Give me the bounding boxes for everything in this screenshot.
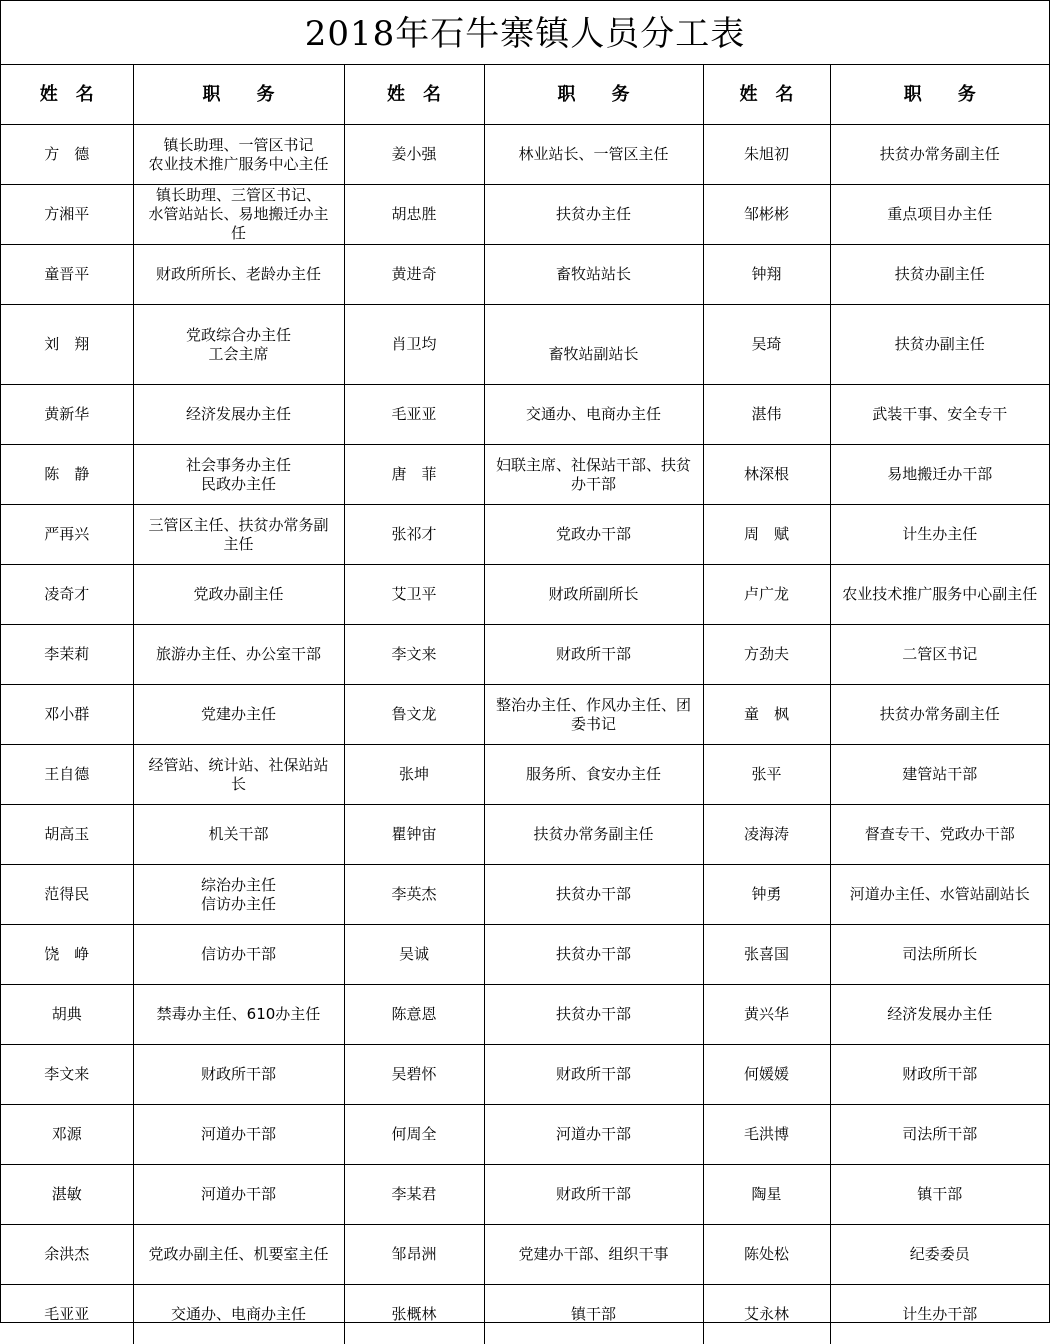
name-cell: 毛洪博 (703, 1105, 830, 1165)
name-cell: 鲁文龙 (344, 685, 484, 745)
name-cell: 黄兴华 (703, 985, 830, 1045)
name-cell: 刘 翔 (1, 305, 133, 385)
name-cell: 吴碧怀 (344, 1045, 484, 1105)
duty-cell: 交通办、电商办主任 (133, 1285, 344, 1344)
name-cell: 李文来 (1, 1045, 133, 1105)
name-cell: 王自德 (1, 745, 133, 805)
name-cell: 吴诚 (344, 925, 484, 985)
duty-cell: 扶贫办干部 (484, 925, 703, 985)
name-cell: 何周全 (344, 1105, 484, 1165)
duty-cell: 机关干部 (133, 805, 344, 865)
duty-cell: 经管站、统计站、社保站站 长 (133, 745, 344, 805)
name-cell: 艾卫平 (344, 565, 484, 625)
table-row (1, 865, 1049, 925)
name-cell: 陈意恩 (344, 985, 484, 1045)
duty-cell: 农业技术推广服务中心副主任 (830, 565, 1049, 625)
duty-cell: 武装干事、安全专干 (830, 385, 1049, 445)
name-cell: 林深根 (703, 445, 830, 505)
table-row (1, 1285, 1049, 1344)
name-cell: 陈处松 (703, 1225, 830, 1285)
duty-cell: 财政所干部 (830, 1045, 1049, 1105)
header-row (1, 65, 1049, 125)
name-cell: 张喜国 (703, 925, 830, 985)
duty-cell: 财政所干部 (484, 625, 703, 685)
name-cell: 毛亚亚 (1, 1285, 133, 1344)
name-cell: 邹昂洲 (344, 1225, 484, 1285)
table-row (1, 685, 1049, 745)
duty-cell: 畜牧站站长 (484, 245, 703, 305)
name-cell: 毛亚亚 (344, 385, 484, 445)
header-name-1: 姓 名 (1, 65, 133, 125)
table-row (1, 1045, 1049, 1105)
name-cell: 方湘平 (1, 185, 133, 245)
name-cell: 凌奇才 (1, 565, 133, 625)
duty-cell: 党政办副主任、机要室主任 (133, 1225, 344, 1285)
table-row (1, 125, 1049, 185)
duty-cell: 林业站长、一管区主任 (484, 125, 703, 185)
duty-cell: 建管站干部 (830, 745, 1049, 805)
duty-cell: 财政所干部 (484, 1165, 703, 1225)
duty-cell: 交通办、电商办主任 (484, 385, 703, 445)
name-cell: 严再兴 (1, 505, 133, 565)
duty-cell: 党政办副主任 (133, 565, 344, 625)
duty-cell: 易地搬迁办干部 (830, 445, 1049, 505)
duty-cell: 党建办干部、组织干事 (484, 1225, 703, 1285)
table-row (1, 925, 1049, 985)
duty-cell: 河道办干部 (133, 1105, 344, 1165)
name-cell: 余洪杰 (1, 1225, 133, 1285)
name-cell: 李英杰 (344, 865, 484, 925)
duty-cell: 司法所干部 (830, 1105, 1049, 1165)
duty-cell: 经济发展办主任 (830, 985, 1049, 1045)
name-cell: 张平 (703, 745, 830, 805)
staff-table (1, 65, 1049, 1344)
name-cell: 邹彬彬 (703, 185, 830, 245)
header-duty-3: 职 务 (830, 65, 1049, 125)
duty-cell: 整治办主任、作风办主任、团 委书记 (484, 685, 703, 745)
name-cell: 何媛媛 (703, 1045, 830, 1105)
header-name-3: 姓 名 (703, 65, 830, 125)
name-cell: 李茉莉 (1, 625, 133, 685)
table-row (1, 445, 1049, 505)
name-cell: 邓源 (1, 1105, 133, 1165)
name-cell: 黄新华 (1, 385, 133, 445)
duty-cell: 司法所所长 (830, 925, 1049, 985)
name-cell: 张概林 (344, 1285, 484, 1344)
duty-cell: 扶贫办干部 (484, 865, 703, 925)
table-row (1, 185, 1049, 245)
duty-cell: 党建办主任 (133, 685, 344, 745)
duty-cell: 党政综合办主任 工会主席 (133, 305, 344, 385)
duty-cell: 河道办干部 (484, 1105, 703, 1165)
duty-cell: 禁毒办主任、610办主任 (133, 985, 344, 1045)
table-row (1, 385, 1049, 445)
name-cell: 张坤 (344, 745, 484, 805)
name-cell: 李某君 (344, 1165, 484, 1225)
name-cell: 钟翔 (703, 245, 830, 305)
table-row (1, 505, 1049, 565)
duty-cell: 扶贫办主任 (484, 185, 703, 245)
header-duty-1: 职 务 (133, 65, 344, 125)
name-cell: 胡高玉 (1, 805, 133, 865)
duty-cell: 镇长助理、一管区书记 农业技术推广服务中心主任 (133, 125, 344, 185)
table-row (1, 1165, 1049, 1225)
name-cell: 陈 静 (1, 445, 133, 505)
name-cell: 方 德 (1, 125, 133, 185)
duty-cell: 扶贫办副主任 (830, 245, 1049, 305)
duty-cell: 镇长助理、三管区书记、 水管站站长、易地搬迁办主 任 (133, 185, 344, 245)
header-name-2: 姓 名 (344, 65, 484, 125)
duty-cell: 计生办主任 (830, 505, 1049, 565)
name-cell: 肖卫均 (344, 305, 484, 385)
table-row (1, 805, 1049, 865)
name-cell: 朱旭初 (703, 125, 830, 185)
duty-cell: 三管区主任、扶贫办常务副 主任 (133, 505, 344, 565)
name-cell: 钟勇 (703, 865, 830, 925)
name-cell: 艾永林 (703, 1285, 830, 1344)
duty-cell: 经济发展办主任 (133, 385, 344, 445)
name-cell: 黄进奇 (344, 245, 484, 305)
duty-cell: 财政所所长、老龄办主任 (133, 245, 344, 305)
name-cell: 凌海涛 (703, 805, 830, 865)
duty-cell: 财政所干部 (484, 1045, 703, 1105)
duty-cell: 妇联主席、社保站干部、扶贫 办干部 (484, 445, 703, 505)
table-row (1, 305, 1049, 385)
duty-cell: 党政办干部 (484, 505, 703, 565)
duty-cell: 财政所副所长 (484, 565, 703, 625)
duty-cell: 河道办主任、水管站副站长 (830, 865, 1049, 925)
duty-cell: 镇干部 (484, 1285, 703, 1344)
table-row (1, 985, 1049, 1045)
name-cell: 胡忠胜 (344, 185, 484, 245)
duty-cell: 旅游办主任、办公室干部 (133, 625, 344, 685)
duty-cell: 扶贫办副主任 (830, 305, 1049, 385)
name-cell: 吴琦 (703, 305, 830, 385)
duty-cell: 扶贫办干部 (484, 985, 703, 1045)
duty-cell: 扶贫办常务副主任 (830, 685, 1049, 745)
name-cell: 方劲夫 (703, 625, 830, 685)
name-cell: 湛敏 (1, 1165, 133, 1225)
duty-cell: 综治办主任 信访办主任 (133, 865, 344, 925)
duty-cell: 信访办干部 (133, 925, 344, 985)
table-row (1, 1225, 1049, 1285)
name-cell: 陶星 (703, 1165, 830, 1225)
duty-cell: 扶贫办常务副主任 (830, 125, 1049, 185)
name-cell: 姜小强 (344, 125, 484, 185)
name-cell: 胡典 (1, 985, 133, 1045)
name-cell: 李文来 (344, 625, 484, 685)
name-cell: 瞿钟宙 (344, 805, 484, 865)
name-cell: 周 赋 (703, 505, 830, 565)
table-row (1, 625, 1049, 685)
name-cell: 卢广龙 (703, 565, 830, 625)
table-row (1, 745, 1049, 805)
name-cell: 童晋平 (1, 245, 133, 305)
sheet-title: 2018年石牛寨镇人员分工表 (1, 1, 1049, 65)
duty-cell: 督查专干、党政办干部 (830, 805, 1049, 865)
table-row (1, 565, 1049, 625)
duty-cell: 社会事务办主任 民政办主任 (133, 445, 344, 505)
duty-cell: 服务所、食安办主任 (484, 745, 703, 805)
duty-cell: 重点项目办主任 (830, 185, 1049, 245)
name-cell: 饶 峥 (1, 925, 133, 985)
name-cell: 范得民 (1, 865, 133, 925)
name-cell: 童 枫 (703, 685, 830, 745)
name-cell: 唐 菲 (344, 445, 484, 505)
duty-cell: 二管区书记 (830, 625, 1049, 685)
table-row (1, 1105, 1049, 1165)
table-row (1, 245, 1049, 305)
duty-cell: 财政所干部 (133, 1045, 344, 1105)
duty-cell: 纪委委员 (830, 1225, 1049, 1285)
duty-cell: 计生办干部 (830, 1285, 1049, 1344)
duty-cell: 畜牧站副站长 (484, 305, 703, 385)
name-cell: 湛伟 (703, 385, 830, 445)
name-cell: 张祁才 (344, 505, 484, 565)
header-duty-2: 职 务 (484, 65, 703, 125)
duty-cell: 镇干部 (830, 1165, 1049, 1225)
name-cell: 邓小群 (1, 685, 133, 745)
duty-cell: 河道办干部 (133, 1165, 344, 1225)
duty-cell: 扶贫办常务副主任 (484, 805, 703, 865)
